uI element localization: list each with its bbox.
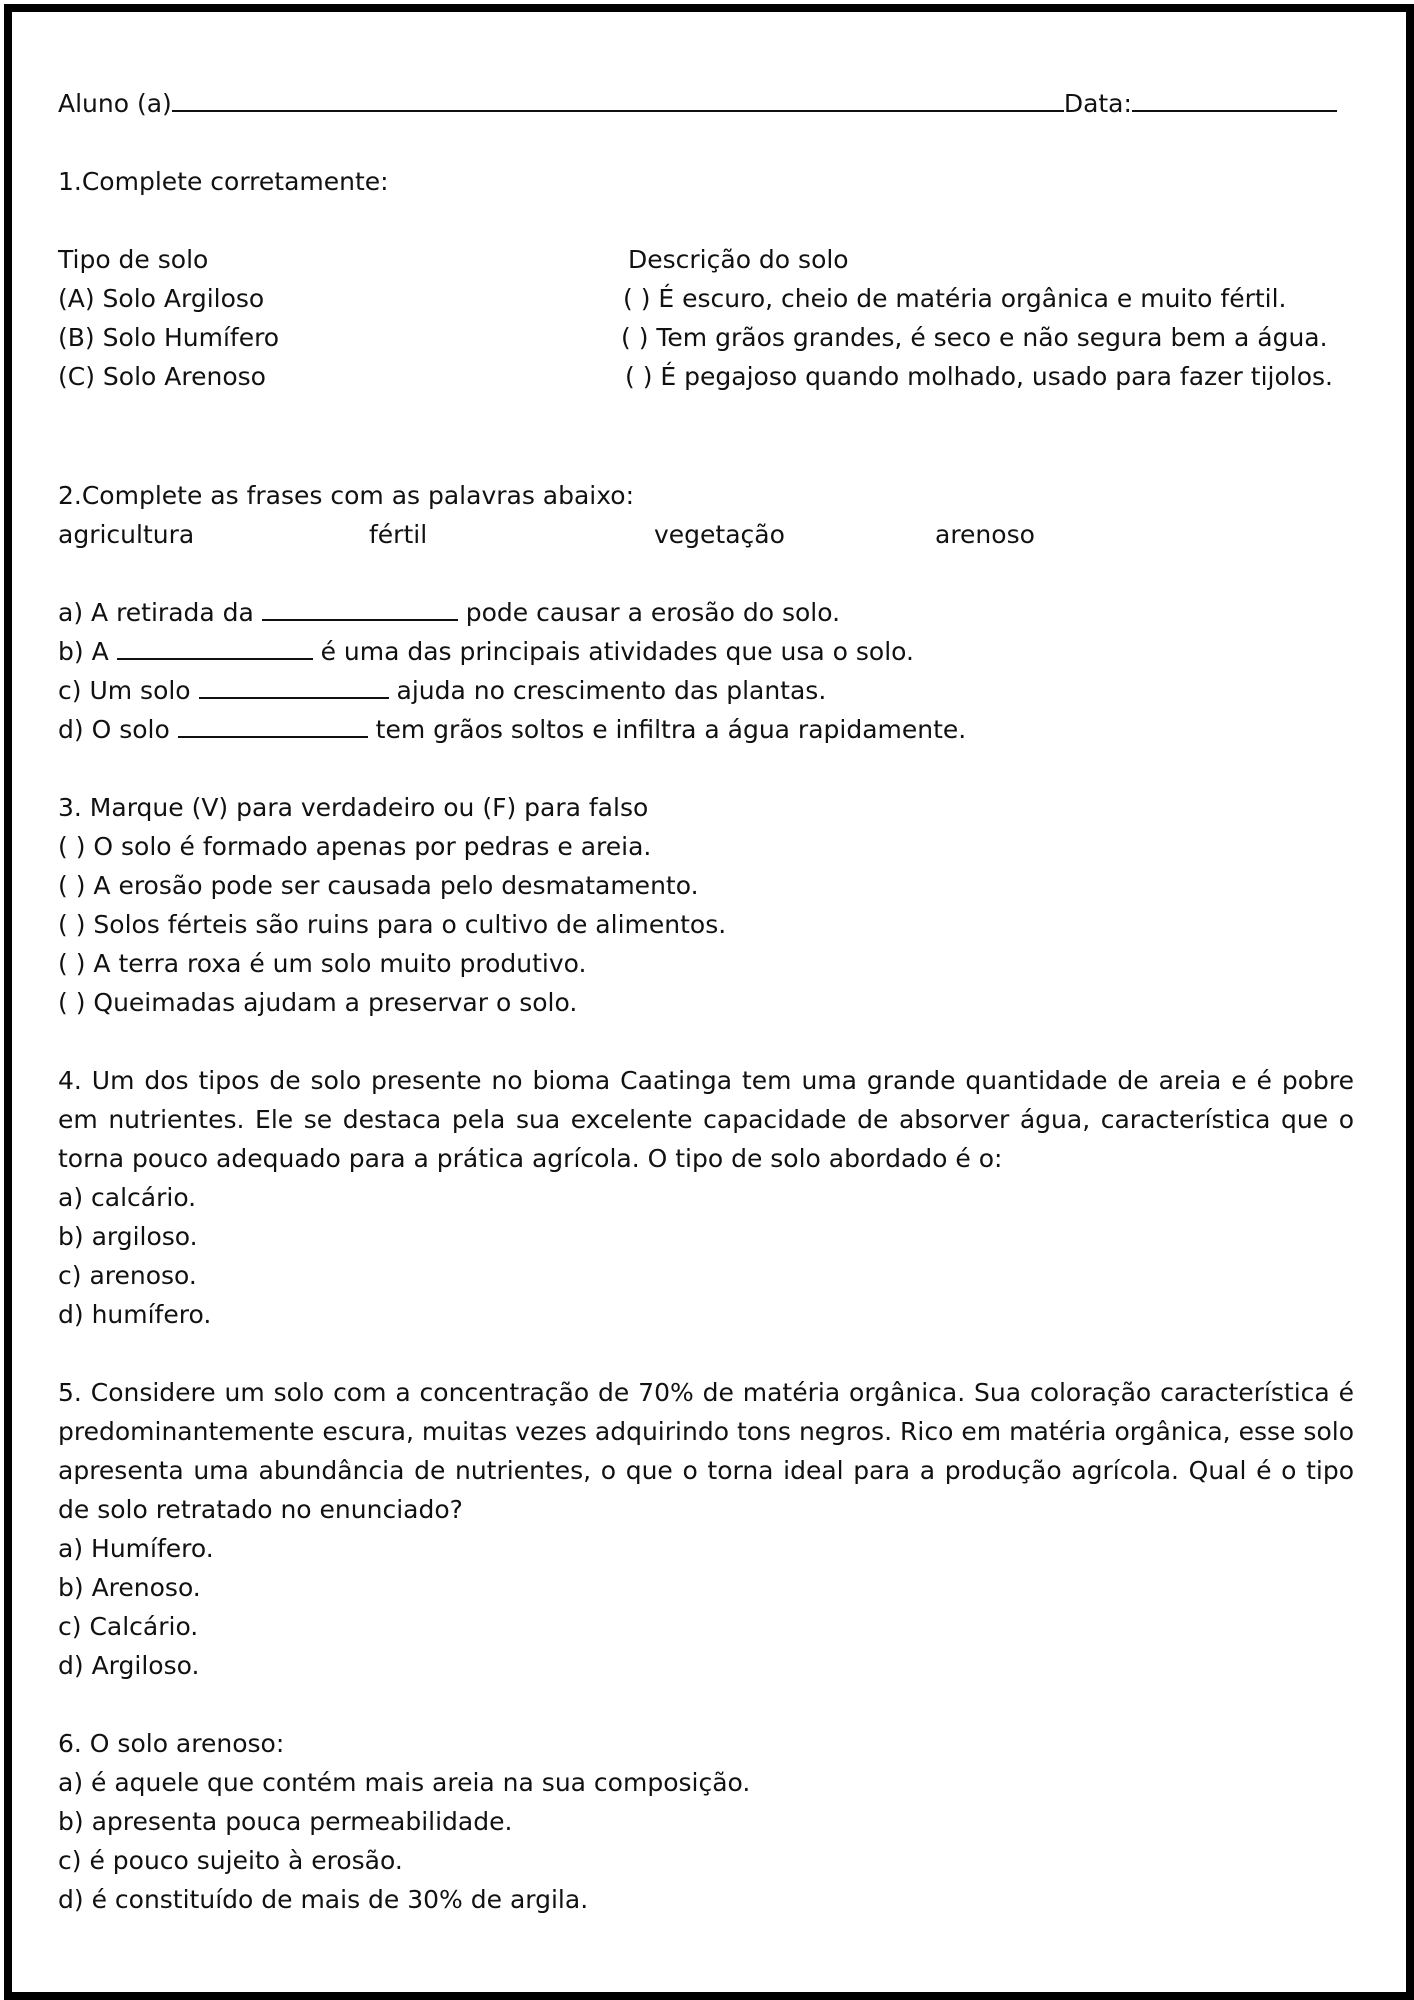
q3-item[interactable]: ( ) Solos férteis são ruins para o cultivo de alimentos. xyxy=(58,910,727,939)
q5-option[interactable]: b) Arenoso. xyxy=(58,1573,201,1602)
q2-item xyxy=(58,632,914,671)
student-label: Aluno (a) xyxy=(58,89,172,118)
q3-item[interactable]: ( ) A erosão pode ser causada pelo desmatamento. xyxy=(58,871,699,900)
q5-option[interactable]: d) Argiloso. xyxy=(58,1651,200,1680)
header-line xyxy=(58,84,1337,123)
q2-word: fértil xyxy=(369,520,428,549)
q2-item-text: tem grãos soltos e infiltra a água rapidamente. xyxy=(367,715,967,744)
q4-option[interactable]: a) calcário. xyxy=(58,1183,197,1212)
q1-right-item: ( ) É pegajoso quando molhado, usado para fazer tijolos. xyxy=(625,362,1333,391)
q6-option[interactable]: b) apresenta pouca permeabilidade. xyxy=(58,1807,513,1836)
q5-text: 5. Considere um solo com a concentração de 70% de matéria orgânica. Sua coloração característica é predominantemente escura, muitas vezes adquirindo tons negros. Rico em matéria orgânica, esse solo apresenta uma abundância de nutrientes, o que o torna ideal para a produção agrícola. Qual é o tipo de solo retratado no enunciado? xyxy=(58,1378,1354,1524)
q2-item xyxy=(58,710,966,749)
q2-item-text: pode causar a erosão do solo. xyxy=(457,598,841,627)
date-blank[interactable] xyxy=(1132,88,1337,112)
q1-left-item: (A) Solo Argiloso xyxy=(58,284,265,313)
q2-word: agricultura xyxy=(58,520,195,549)
q1-left-item: (B) Solo Humífero xyxy=(58,323,280,352)
q2-item-text: c) Um solo xyxy=(58,676,199,705)
q2-item-text: d) O solo xyxy=(58,715,178,744)
q3-title: 3. Marque (V) para verdadeiro ou (F) para falso xyxy=(58,793,649,822)
q2-blank[interactable] xyxy=(117,636,313,660)
q3-item[interactable]: ( ) A terra roxa é um solo muito produtivo. xyxy=(58,949,587,978)
q1-right-header: Descrição do solo xyxy=(628,245,849,274)
q5-option[interactable]: c) Calcário. xyxy=(58,1612,199,1641)
q6-option[interactable]: d) é constituído de mais de 30% de argila. xyxy=(58,1885,589,1914)
q2-item xyxy=(58,671,826,710)
q1-title: 1.Complete corretamente: xyxy=(58,167,389,196)
q6-option[interactable]: c) é pouco sujeito à erosão. xyxy=(58,1846,403,1875)
q2-blank[interactable] xyxy=(262,597,458,621)
q4-option[interactable]: b) argiloso. xyxy=(58,1222,198,1251)
q6-title: 6. O solo arenoso: xyxy=(58,1729,285,1758)
q2-item-text: a) A retirada da xyxy=(58,598,262,627)
q1-right-item: ( ) Tem grãos grandes, é seco e não segura bem a água. xyxy=(621,323,1328,352)
q2-item-text: ajuda no crescimento das plantas. xyxy=(388,676,827,705)
q3-item[interactable]: ( ) O solo é formado apenas por pedras e areia. xyxy=(58,832,652,861)
q2-item-text: é uma das principais atividades que usa o solo. xyxy=(312,637,914,666)
q3-item[interactable]: ( ) Queimadas ajudam a preservar o solo. xyxy=(58,988,578,1017)
q2-word: arenoso xyxy=(935,520,1035,549)
date-label: Data: xyxy=(1063,89,1132,118)
q2-item xyxy=(58,593,840,632)
q2-blank[interactable] xyxy=(199,675,389,699)
q2-blank[interactable] xyxy=(178,714,368,738)
q1-left-item: (C) Solo Arenoso xyxy=(58,362,266,391)
q2-item-text: b) A xyxy=(58,637,117,666)
q4-option[interactable]: d) humífero. xyxy=(58,1300,212,1329)
q1-left-header: Tipo de solo xyxy=(58,245,209,274)
q2-word-bank xyxy=(58,515,1354,554)
student-name-blank[interactable] xyxy=(172,88,1064,112)
q1-right-item: ( ) É escuro, cheio de matéria orgânica e muito fértil. xyxy=(623,284,1287,313)
q2-word: vegetação xyxy=(654,520,785,549)
q2-title: 2.Complete as frases com as palavras abaixo: xyxy=(58,481,635,510)
q4-text: 4. Um dos tipos de solo presente no bioma Caatinga tem uma grande quantidade de areia e é pobre em nutrientes. Ele se destaca pela sua excelente capacidade de absorver água, característica que o torna pouco adequado para a prática agrícola. O tipo de solo abordado é o: xyxy=(58,1066,1354,1173)
q4-option[interactable]: c) arenoso. xyxy=(58,1261,197,1290)
q6-option[interactable]: a) é aquele que contém mais areia na sua composição. xyxy=(58,1768,751,1797)
q5-option[interactable]: a) Humífero. xyxy=(58,1534,214,1563)
worksheet-page xyxy=(4,4,1414,2000)
